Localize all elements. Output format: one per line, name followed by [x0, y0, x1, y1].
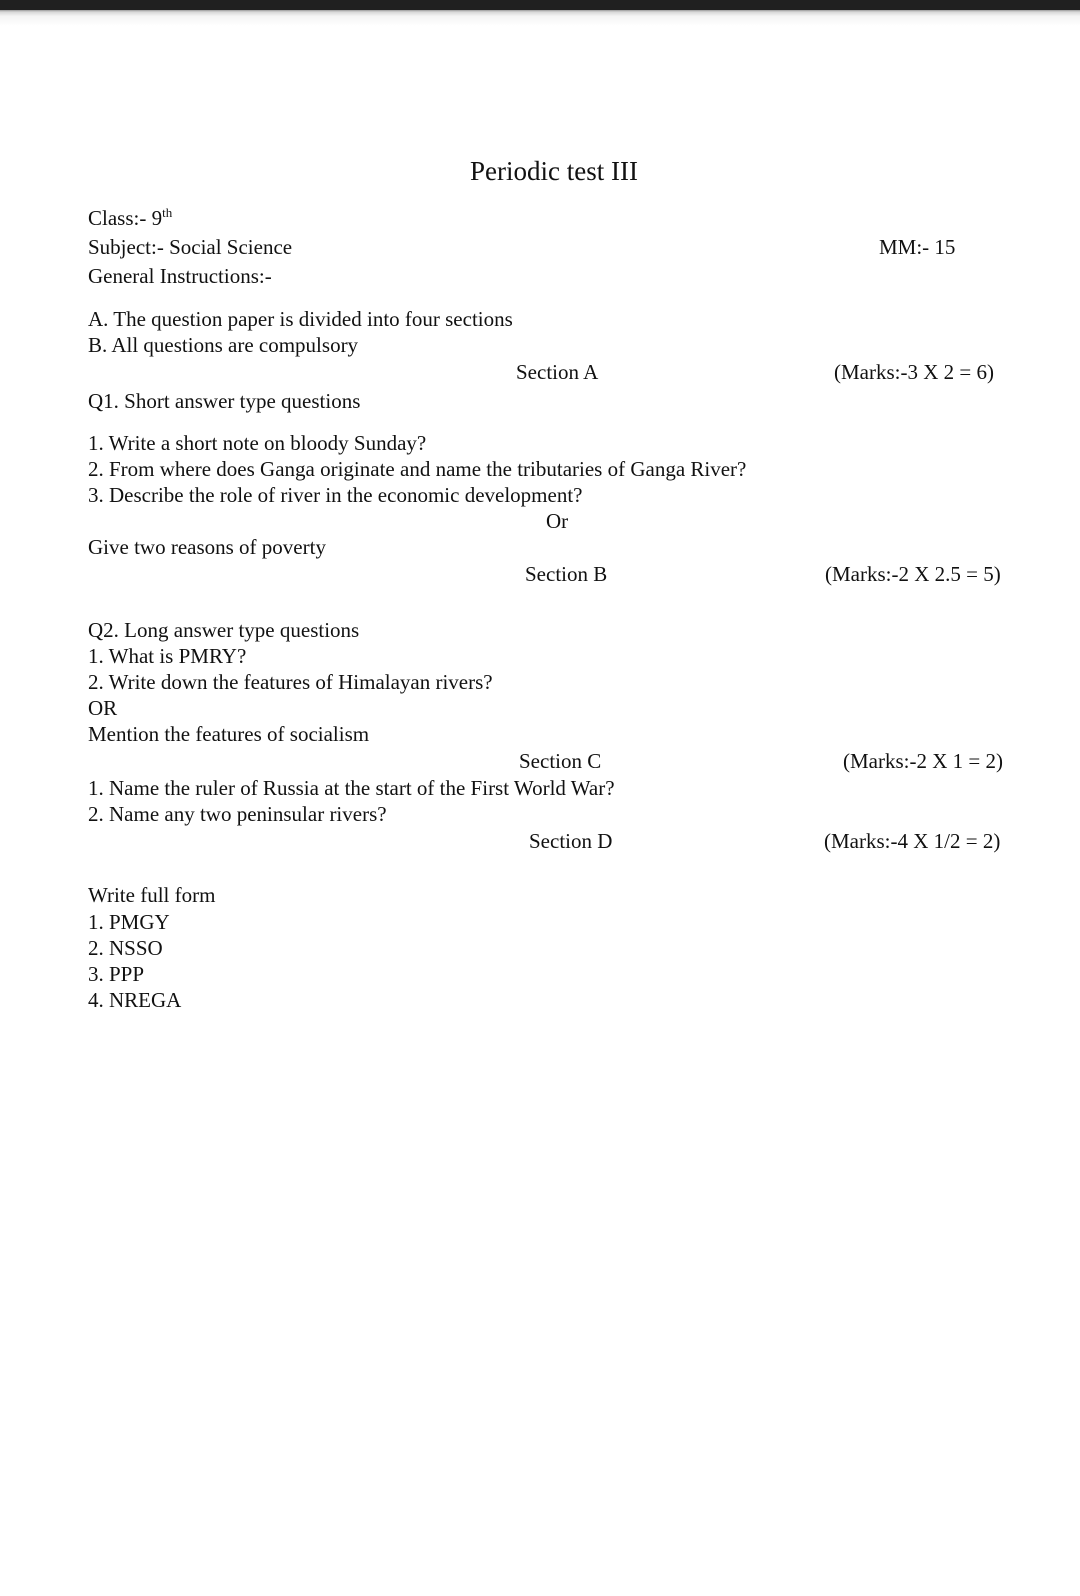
- question-item: 1. Name the ruler of Russia at the start of the First World War?: [88, 776, 615, 800]
- class-line: [88, 206, 172, 230]
- subject-line: Subject:- Social Science: [88, 235, 293, 259]
- question-item: 2. Write down the features of Himalayan rivers?: [88, 670, 493, 694]
- question-item: 1. Write a short note on bloody Sunday?: [88, 431, 427, 455]
- question-item: 3. PPP: [88, 962, 145, 986]
- or-label: Or: [546, 509, 569, 533]
- section-d-question: Write full form: [88, 883, 216, 907]
- viewer-top-shadow: [0, 10, 1080, 26]
- class-superscript: th: [162, 205, 173, 220]
- instruction-item: B. All questions are compulsory: [88, 333, 359, 357]
- section-c-marks: (Marks:-2 X 1 = 2): [843, 749, 1003, 773]
- question-item: 4. NREGA: [88, 988, 182, 1012]
- instructions-heading: General Instructions:-: [88, 264, 272, 288]
- section-a-heading: Section A: [516, 360, 599, 384]
- question-item: 1. What is PMRY?: [88, 644, 247, 668]
- or-label: OR: [88, 696, 118, 720]
- q2-heading: Q2. Long answer type questions: [88, 618, 360, 642]
- section-b-heading: Section B: [525, 562, 608, 586]
- alternative-question: Mention the features of socialism: [88, 722, 370, 746]
- question-item: 2. From where does Ganga originate and name the tributaries of Ganga River?: [88, 457, 747, 481]
- class-label: Class:- 9: [88, 206, 163, 230]
- viewer-top-bar: [0, 0, 1080, 10]
- alternative-question: Give two reasons of poverty: [88, 535, 326, 559]
- question-item: 3. Describe the role of river in the economic development?: [88, 483, 583, 507]
- question-item: 2. NSSO: [88, 936, 163, 960]
- section-d-heading: Section D: [529, 829, 613, 853]
- question-item: 2. Name any two peninsular rivers?: [88, 802, 387, 826]
- section-b-marks: (Marks:-2 X 2.5 = 5): [825, 562, 1001, 586]
- instruction-item: A. The question paper is divided into four sections: [88, 307, 513, 331]
- section-d-marks: (Marks:-4 X 1/2 = 2): [824, 829, 1001, 853]
- section-a-marks: (Marks:-3 X 2 = 6): [834, 360, 994, 384]
- section-c-heading: Section C: [519, 749, 602, 773]
- question-item: 1. PMGY: [88, 910, 170, 934]
- max-marks: MM:- 15: [879, 235, 956, 259]
- page-title: Periodic test III: [470, 156, 638, 186]
- q1-heading: Q1. Short answer type questions: [88, 389, 361, 413]
